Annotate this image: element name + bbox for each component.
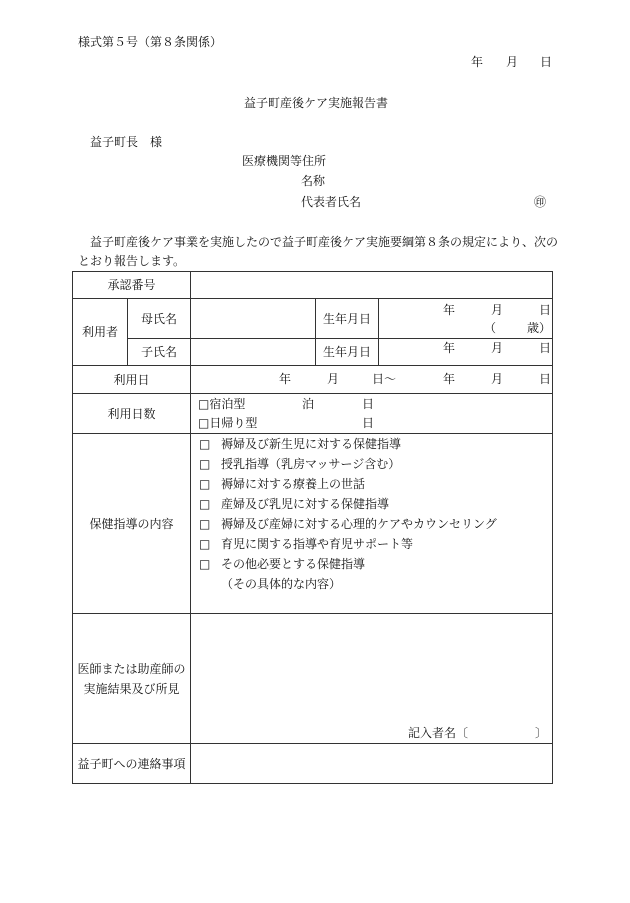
addressee: 益子町長 様 (90, 135, 163, 149)
age-close: 歳） (527, 321, 552, 335)
usage-date-label: 利用日 (73, 366, 191, 394)
page-title: 益子町産後ケア実施報告書 (244, 96, 389, 110)
form-number: 様式第５号（第８条関係） (78, 35, 223, 49)
guidance-item-label: その他必要とする保健指導 (221, 557, 366, 571)
year-label: 年 (443, 303, 456, 317)
guidance-item[interactable] (191, 474, 552, 494)
month-label: 月 (491, 372, 504, 386)
guidance-item[interactable] (191, 554, 552, 574)
guidance-item-label: 褥婦に対する療養上の世話 (221, 477, 366, 491)
intro-line-1: 益子町産後ケア事業を実施したので益子町産後ケア実施要綱第８条の規定により、次の (90, 235, 559, 249)
month-label: 月 (491, 303, 504, 317)
usage-days-label: 利用日数 (73, 394, 191, 434)
guidance-item[interactable] (191, 494, 552, 514)
checkbox[interactable]: □ (199, 557, 211, 571)
daytrip-option[interactable]: □日帰り型 (198, 416, 258, 430)
user-label: 利用者 (73, 299, 128, 366)
guidance-item[interactable] (191, 454, 552, 474)
guidance-content-field (191, 434, 553, 614)
contact-field[interactable] (191, 744, 553, 784)
year-label: 年 (443, 341, 456, 355)
representative-label: 代表者氏名 (301, 195, 362, 209)
findings-label (73, 614, 191, 744)
date-year: 年 (471, 55, 484, 69)
writer-name-close: 〕 (535, 726, 548, 740)
checkbox[interactable]: □ (199, 457, 211, 471)
approval-number-label: 承認番号 (73, 272, 191, 299)
findings-label-line-1: 医師または助産師の (77, 661, 186, 676)
guidance-item-label: 授乳指導（乳房マッサージ含む） (221, 457, 401, 471)
day-label: 日 (539, 341, 552, 355)
checkbox[interactable]: □ (199, 437, 211, 451)
day-tilde-label: 日～ (372, 372, 397, 386)
month-label: 月 (491, 341, 504, 355)
specific-content-label: （その具体的な内容） (221, 577, 342, 591)
institution-name-label: 名称 (301, 174, 326, 188)
day-label: 日 (539, 303, 552, 317)
writer-name-label: 記入者名〔 (408, 726, 469, 740)
usage-days-field[interactable] (191, 394, 553, 434)
guidance-item[interactable] (191, 434, 552, 454)
child-name-label: 子氏名 (128, 339, 191, 366)
child-name-field[interactable] (191, 339, 316, 366)
day-label: 日 (539, 372, 552, 386)
mother-birth-field[interactable] (379, 299, 553, 339)
checkbox[interactable]: □ (199, 537, 211, 551)
date-day: 日 (540, 55, 553, 69)
approval-number-field[interactable] (191, 272, 553, 299)
findings-field[interactable] (191, 614, 553, 744)
checkbox[interactable]: □ (199, 517, 211, 531)
mother-birth-label: 生年月日 (316, 299, 379, 339)
checkbox[interactable]: □ (199, 497, 211, 511)
guidance-item[interactable] (191, 534, 552, 554)
guidance-item-label: 褥婦及び新生児に対する保健指導 (221, 437, 402, 451)
usage-date-field[interactable] (191, 366, 553, 394)
checkbox[interactable]: □ (199, 477, 211, 491)
mother-name-field[interactable] (191, 299, 316, 339)
age-open: （ (484, 321, 497, 335)
seal-mark: ㊞ (534, 195, 547, 209)
guidance-content-label: 保健指導の内容 (73, 434, 191, 614)
guidance-item-label: 褥婦及び産婦に対する心理的ケアやカウンセリング (221, 517, 497, 531)
overnight-option[interactable]: □宿泊型 (198, 397, 246, 411)
day-label: 日 (362, 397, 375, 411)
nights-label: 泊 (302, 397, 315, 411)
findings-label-line-2: 実施結果及び所見 (83, 681, 180, 696)
guidance-item-label: 産婦及び乳児に対する保健指導 (221, 497, 390, 511)
contact-label: 益子町への連絡事項 (73, 744, 191, 784)
institution-address-label: 医療機関等住所 (242, 154, 327, 168)
report-table (72, 271, 553, 784)
child-birth-field[interactable] (379, 339, 553, 366)
mother-name-label: 母氏名 (128, 299, 191, 339)
intro-line-2: とおり報告します。 (78, 254, 186, 268)
guidance-item-label: 育児に関する指導や育児サポート等 (221, 537, 414, 551)
month-label: 月 (327, 372, 340, 386)
year-label: 年 (279, 372, 292, 386)
day-label: 日 (362, 416, 375, 430)
child-birth-label: 生年月日 (316, 339, 379, 366)
year-label: 年 (443, 372, 456, 386)
date-month: 月 (506, 55, 519, 69)
guidance-item[interactable] (191, 514, 552, 534)
